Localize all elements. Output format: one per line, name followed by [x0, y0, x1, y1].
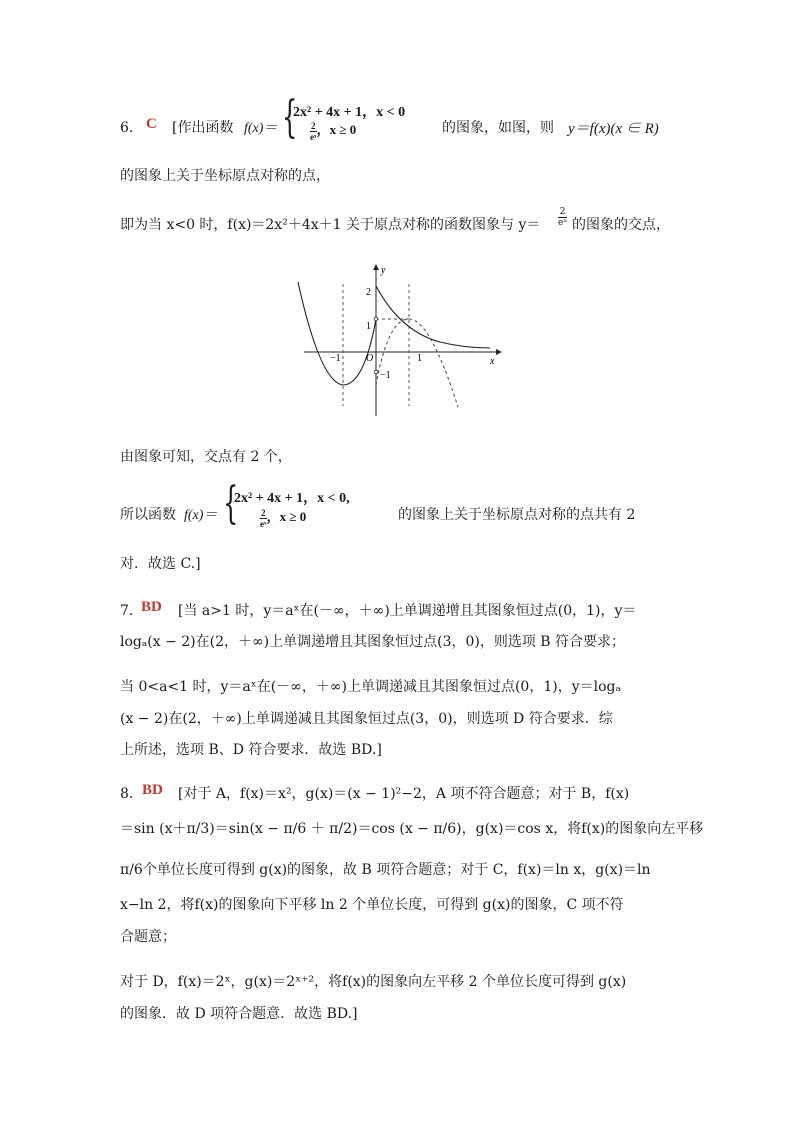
q7-line5: 上所述，选项 B、D 符合要求．故选 BD.] [120, 742, 382, 758]
q6-piece2-fraction [310, 121, 317, 142]
q6-line3-den: eˣ [558, 218, 568, 228]
q6-line6: 对．故选 C.] [120, 556, 201, 572]
q6-piece2-num: 2 [311, 120, 316, 131]
tick-label-1y: 1 [366, 321, 371, 332]
q6-number: 6． [120, 120, 143, 136]
q7-line2: logₐ(x − 2)在(2，＋∞)上单调递增且其图象恒过点(3，0)，则选项 B 符合要求； [120, 634, 626, 650]
tick-label-minus1x: −1 [330, 353, 341, 364]
q6-line5a: 所以函数 [120, 507, 176, 523]
q6-line5b: 的图象上关于坐标原点对称的点共有 2 [398, 507, 636, 523]
q6-line5-piece2 [260, 506, 306, 529]
q8-line6: 对于 D，f(x)＝2ˣ，g(x)＝2ˣ⁺²，将f(x)的图象向左平移 2 个单位长度可得到 g(x) [120, 974, 627, 990]
q7-line4: (x − 2)在(2，＋∞)上单调递减且其图象恒过点(3，0)，则选项 D 符合要求．综 [120, 711, 613, 727]
q6-piece2-den: eˣ [310, 131, 317, 142]
q6-line3a: 即为当 x<0 时，f(x)＝2x²＋4x＋1 关于原点对称的函数图象与 y＝ [120, 217, 541, 233]
q6-yfx: y＝f(x)(x ∈ R) [568, 121, 659, 137]
q8-answer: BD [142, 782, 163, 798]
q6-line5-piece2-num: 2 [261, 507, 266, 518]
q6-fx: f(x)＝ [244, 121, 278, 136]
q6-line2: 的图象上关于坐标原点对称的点， [120, 168, 330, 184]
q6-piece1: 2x² + 4x + 1，x < 0 [293, 105, 406, 120]
q6-answer: C [146, 116, 157, 132]
point-0-minus1 [374, 370, 378, 374]
y-axis-label: y [381, 265, 386, 276]
tick-label-1x: 1 [417, 353, 422, 364]
q6-line3-num: 2 [559, 207, 566, 217]
q6-line5-fx: f(x)＝ [184, 508, 218, 523]
q6-line5-brace: { [223, 478, 239, 529]
x-axis-arrow [496, 349, 502, 355]
q7-number: 7． [120, 603, 143, 619]
q6-piece2-cond: ，x ≥ 0 [316, 122, 357, 137]
q8-line5: 合题意； [120, 929, 176, 945]
q6-line5-piece1: 2x² + 4x + 1，x < 0, [234, 491, 350, 506]
q6-line3-frac [558, 207, 567, 228]
function-graph [290, 262, 510, 422]
q6-line3b: 的图象的交点， [572, 217, 670, 233]
tick-label-2: 2 [366, 287, 371, 298]
y-axis-arrow [373, 264, 379, 270]
q8-line4: x−ln 2，将f(x)的图象向下平移 ln 2 个单位长度，可得到 g(x)的图象，C 项不符 [120, 897, 624, 913]
point-0-1 [374, 317, 378, 321]
exp-decay-curve [376, 286, 490, 348]
x-axis-label: x [490, 356, 495, 367]
q8-line3: π/6个单位长度可得到 g(x)的图象，故 B 项符合题意；对于 C，f(x)＝ln x，g(x)＝ln [120, 862, 651, 878]
q7-answer: BD [141, 599, 162, 615]
q6-line4: 由图象可知，交点有 2 个， [120, 449, 292, 465]
q8-line7: 的图象．故 D 项符合题意．故选 BD.] [120, 1006, 358, 1022]
q8-line1: [对于 A，f(x)＝x²，g(x)＝(x − 1)²−2，A 项不符合题意；对于 B，f(x) [178, 786, 630, 802]
q8-line2: ＝sin (x＋π/3)＝sin(x − π/6 ＋ π/2)＝cos (x − π/6)，g(x)＝cos x，将f(x)的图象向左平移 [120, 821, 704, 837]
tick-label-minus1y: −1 [380, 370, 391, 381]
q6-brace: { [282, 92, 298, 143]
parabola-curve [298, 282, 376, 385]
q7-line1: [当 a>1 时，y＝aˣ在(－∞，＋∞)上单调递增且其图象恒过点(0，1)，y＝ [178, 603, 637, 619]
q6-after: 的图象，如图，则 [442, 120, 554, 136]
q8-number: 8． [120, 786, 143, 802]
q7-line3: 当 0<a<1 时，y＝aˣ在(－∞，＋∞)上单调递减且其图象恒过点(0，1)，y＝logₐ [120, 679, 621, 695]
q6-line5-piece2-cond: ，x ≥ 0 [266, 509, 307, 524]
q6-intro: [作出函数 [172, 120, 234, 136]
q6-piece2 [310, 119, 356, 142]
tick-label-origin: O [366, 353, 374, 364]
q6-line5-piece2-den: eˣ [260, 518, 267, 529]
